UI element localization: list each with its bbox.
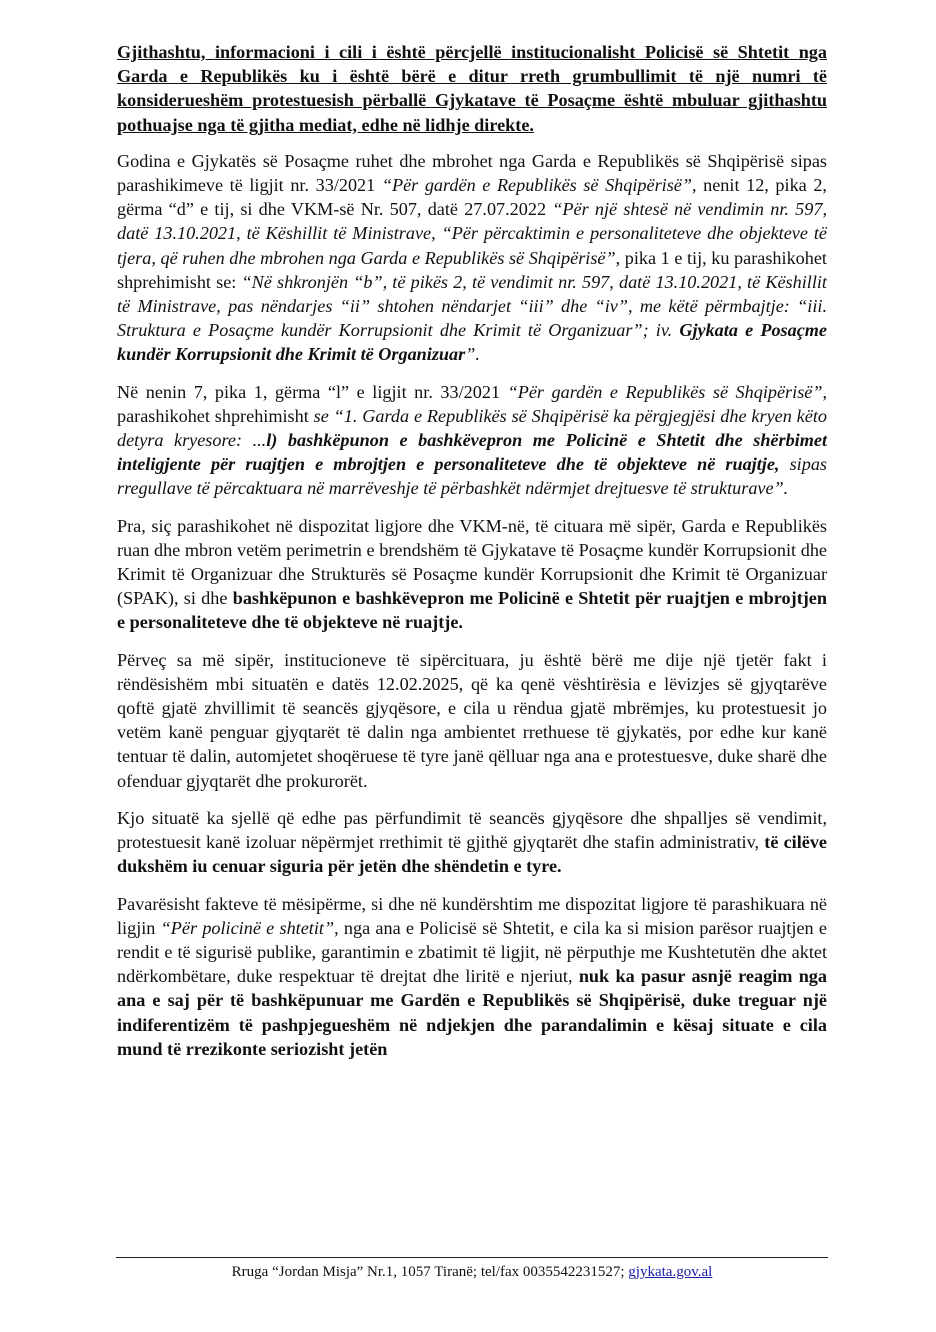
text: Pra, siç parashikohet në dispozitat ligjore dhe VKM-në, të cituara më sipër, Garda e Republikës ruan dhe mbron vetëm perimetrin e brendshëm të Gjykatave të Posaçme kundër Korrupsionit dhe Krimit të Organizuar dhe Strukturës së Posaçme kundër Korrupsionit dhe Krimit të Organizuar (SPAK), si dhe — [117, 515, 827, 609]
document-body — [117, 40, 827, 1074]
court-name: Gjykata e Posaçme kundër Korrupsionit dhe Krimit të Organizuar — [117, 320, 828, 365]
emphasized-text: bashkëpunon e bashkëvepron me Policinë e Shtetit për ruajtjen e mbrojtjen e personaliteteve dhe të objekteve në ruajtje. — [117, 588, 827, 633]
text: Në nenin 7, pika 1, gërma “l” e ligjit nr. 33/2021 — [117, 381, 508, 402]
text: ”. — [465, 344, 480, 365]
paragraph-article-7 — [117, 380, 827, 501]
paragraph-intro: Gjithashtu, informacioni i cili i është përcjellë institucionalisht Policisë së Shtetit nga Garda e Republikës ku i është bërë e ditur rreth grumbullimit të një numri të konsiderueshëm protestuesish përballë Gjykatave të Posaçme është mbuluar gjithashtu pothuajse nga të gjitha mediat, edhe në lidhje direkte. — [117, 42, 827, 135]
decision-title: “Për një shtesë në vendimin nr. 597, datë 13.10.2021, të Këshillit të Ministrave, “Për përcaktimin e personaliteteve dhe objekteve të tjera, që ruhen dhe mbrohen nga Garda e Republikës së Shqipërisë” — [117, 199, 827, 268]
quoted-provision: se “1. Garda e Republikës së Shqipërisë ka përgjegjësi dhe kryen këto detyra kryesore: ... — [117, 405, 827, 451]
paragraph-conclusion — [117, 514, 827, 635]
text: , parashikohet shprehimisht — [117, 381, 828, 426]
text: , nenit 12, pika 2, gërma “d” e tij, si dhe VKM-së Nr. 507, datë 27.07.2022 — [117, 175, 827, 220]
text: Kjo situatë ka sjellë që edhe pas përfundimit të seancës gjyqësore dhe shpalljes së vendimit, protestuesit kanë izoluar nëpërmjet rrethimit të gjithë gjyqtarët dhe stafin administrativ, — [117, 807, 827, 853]
footer-address: Rruga “Jordan Misja” Nr.1, 1057 Tiranë; tel/fax 0035542231527; — [231, 1264, 629, 1280]
quoted-provision: “Në shkronjën “b”, të pikës 2, të vendimit nr. 597, datë 13.10.2021, të Këshillit të Ministrave, pas nëndarjes “ii” shtohen nëndarjet “iii” dhe “iv”, me këtë përmbajtje: “iii. Struktura e Posaçme kundër Korrupsionit dhe Krimit të Organizuar”; iv. — [117, 271, 827, 341]
law-title: “Për gardën e Republikës së Shqipërisë” — [507, 381, 823, 402]
footer — [116, 1262, 828, 1282]
footer-divider — [116, 1257, 828, 1258]
law-title: “Për policinë e shtetit” — [160, 917, 335, 938]
paragraph-facts: Përveç sa më sipër, institucioneve të sipërcituara, ju është bërë me dije një tjetër fakt i rëndësishëm mbi situatën e datës 12.02.2025, që ka qenë vështirësia e lëvizjes së gjyqtarëve qoftë gjatë zhvillimit të seancës gjyqësore, e cila u rëndua gjatë mbrëmjes, ku protestuesit jo vetëm kanë penguar gjyqtarët të dalin nga ambientet rrethuese të gjykatës, por edhe kur kanë tentuar të dalin, automjetet shoqëruese të tyre janë qëlluar nga ana e protestuesve, duke sharë dhe ofenduar gjyqtarët dhe prokurorët. — [117, 649, 827, 791]
text: Pavarësisht fakteve të mësipërme, si dhe në kundërshtim me dispozitat ligjore të parashikuara në ligjin — [117, 893, 827, 938]
paragraph-police — [117, 892, 827, 1061]
emphasized-text: nuk ka pasur asnjë reagim nga ana e saj për të bashkëpunuar me Gardën e Republikës së Shqipërisë, duke treguar një indiferentizëm të pashpjegueshëm në ndjekjen dhe parandalimin e kësaj situate e cila mund të rrezikonte seriozisht jetën — [117, 966, 827, 1059]
emphasized-provision: l) bashkëpunon e bashkëvepron me Policinë e Shtetit dhe shërbimet inteligjente për ruajtjen e mbrojtjen e personaliteteve dhe të objekteve në ruajtje, — [117, 430, 827, 475]
text: Godina e Gjykatës së Posaçme ruhet dhe mbrohet nga Garda e Republikës së Shqipërisë sipas parashikimeve të ligjit nr. 33/2021 — [117, 150, 827, 196]
paragraph-legal-basis — [117, 149, 827, 367]
law-title: “Për gardën e Republikës së Shqipërisë” — [381, 175, 692, 196]
text: , nga ana e Policisë së Shtetit, e cila ka si mision parësor ruajtjen e rendit e të sigurisë publike, garantimin e zbatimit të ligjit, në përputhje me Kushtetutën dhe aktet ndërkombëtare, duke respektuar të drejtat dhe liritë e njeriut, — [117, 917, 827, 987]
emphasized-text: të cilëve dukshëm iu cenuar siguria për jetën dhe shëndetin e tyre. — [117, 832, 827, 877]
text: , pika 1 e tij, ku parashikohet shprehimisht se: — [117, 247, 827, 292]
website-link[interactable]: gjykata.gov.al — [628, 1264, 713, 1280]
quoted-provision: sipas rregullave të përcaktuara në marrëveshje të përbashkët ndërmjet drejtuesve të strukturave”. — [117, 454, 827, 499]
paragraph-situation — [117, 806, 827, 879]
